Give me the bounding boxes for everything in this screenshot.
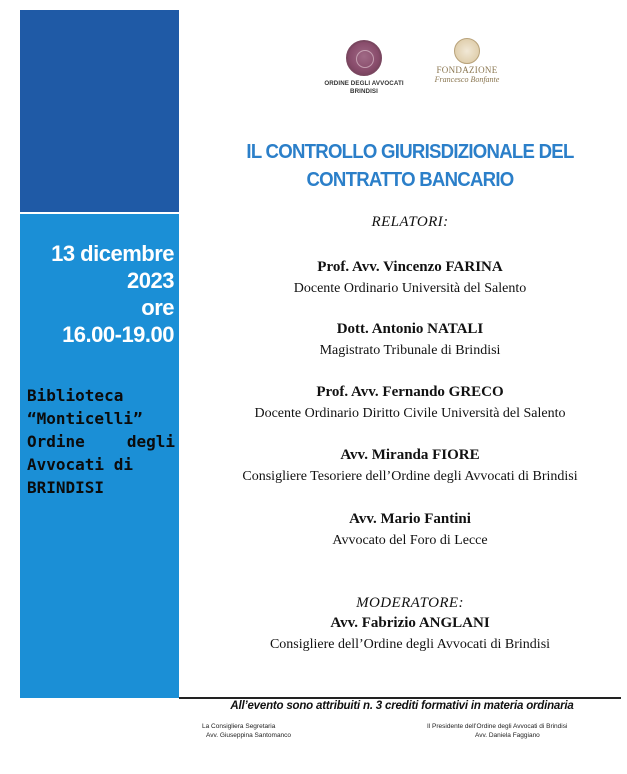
venue-word-degli: degli: [126, 432, 175, 451]
event-date-time: [24, 240, 174, 348]
speaker-item: [200, 258, 620, 298]
speaker-role: Docente Ordinario Diritto Civile Università del Salento: [254, 406, 566, 421]
sidebar-top-panel: [20, 10, 179, 212]
speaker-name: Prof. Avv. Vincenzo FARINA: [317, 259, 503, 275]
ordine-avvocati-logo: [322, 40, 406, 96]
seal-icon: [346, 40, 382, 76]
footer-divider: [179, 697, 621, 699]
speaker-role: Magistrato Tribunale di Brindisi: [319, 343, 501, 358]
date-year: 2023: [127, 268, 174, 293]
moderator-name: Avv. Fabrizio ANGLANI: [330, 615, 490, 631]
event-title: [215, 138, 606, 194]
ordine-logo-line-1: ORDINE DEGLI AVVOCATI: [324, 80, 404, 87]
event-venue: [27, 384, 175, 499]
title-line-1: IL CONTROLLO GIURISDIZIONALE DEL: [246, 141, 574, 163]
ordine-logo-line-2: BRINDISI: [350, 88, 378, 95]
signature-president-title: Il Presidente dell’Ordine degli Avvocati di Brindisi: [427, 723, 568, 730]
speaker-item: [200, 320, 620, 360]
title-line-2: CONTRATTO BANCARIO: [306, 169, 514, 191]
venue-line-3: [27, 430, 175, 453]
signature-president: [427, 722, 567, 740]
fondazione-logo: [432, 38, 502, 84]
time-range: 16.00-19.00: [62, 322, 174, 347]
speakers-heading: RELATORI:: [371, 214, 449, 230]
speaker-name: Avv. Miranda FIORE: [340, 447, 480, 463]
moderator-role: Consigliere dell’Ordine degli Avvocati di Brindisi: [269, 637, 551, 652]
signature-secretary-title: La Consigliera Segretaria: [202, 723, 276, 730]
speaker-item: [200, 510, 620, 550]
speaker-role: Consigliere Tesoriere dell’Ordine degli Avvocati di Brindisi: [242, 469, 578, 484]
venue-line-5: BRINDISI: [27, 478, 105, 497]
speaker-role: Avvocato del Foro di Lecce: [332, 533, 488, 548]
time-label: ore: [141, 295, 174, 320]
signature-president-name: Avv. Daniela Faggiano: [475, 732, 540, 739]
signature-secretary: [202, 722, 291, 740]
venue-line-4: Avvocati di: [27, 455, 133, 474]
fondazione-logo-line-1: FONDAZIONE: [436, 65, 498, 75]
venue-line-2: “Monticelli”: [27, 409, 143, 428]
date-day-month: 13 dicembre: [51, 241, 174, 266]
moderator-heading: MODERATORE:: [356, 595, 464, 611]
speaker-item: [200, 446, 620, 486]
fondazione-logo-line-2: Francesco Bonfante: [434, 75, 500, 84]
credits-note: All’evento sono attribuiti n. 3 crediti formativi in materia ordinaria: [230, 700, 574, 712]
foundation-emblem-icon: [454, 38, 480, 64]
speaker-name: Prof. Avv. Fernando GRECO: [316, 384, 504, 400]
venue-line-1: Biblioteca: [27, 386, 124, 405]
speaker-name: Dott. Antonio NATALI: [336, 321, 484, 337]
speaker-name: Avv. Mario Fantini: [349, 511, 471, 527]
signature-secretary-name: Avv. Giuseppina Santomanco: [206, 732, 292, 739]
speaker-item: [200, 383, 620, 423]
moderator-item: [200, 614, 620, 654]
venue-word-ordine: Ordine: [27, 432, 85, 451]
speaker-role: Docente Ordinario Università del Salento: [293, 281, 527, 296]
